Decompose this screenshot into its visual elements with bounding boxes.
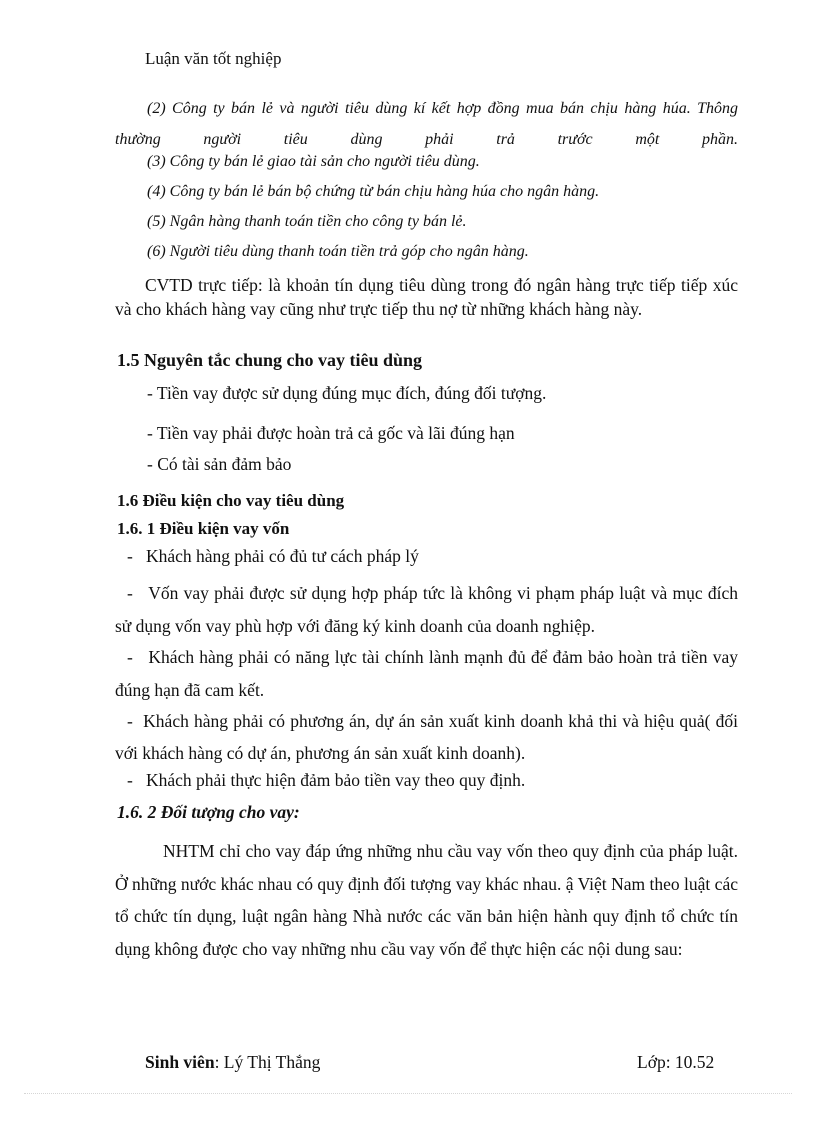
footer-class: Lớp: 10.52 bbox=[637, 1052, 715, 1072]
step-item: (2) Công ty bán lẻ và người tiêu dùng kí kết hợp đồng mua bán chịu hàng húa. Thông thường người tiêu dùng phải trả trước một phần. bbox=[115, 100, 738, 148]
step-item: (4) Công ty bán lẻ bán bộ chứng từ bán chịu hàng húa cho ngân hàng. bbox=[147, 183, 600, 200]
condition-item: - Khách phải thực hiện đảm bảo tiền vay theo quy định. bbox=[127, 770, 526, 790]
cvtd-paragraph: CVTD trực tiếp: là khoản tín dụng tiêu dùng trong đó ngân hàng trực tiếp tiếp xúc và cho khách hàng vay cũng như trực tiếp thu nợ từ những khách hàng này. bbox=[115, 275, 738, 319]
loan-object-paragraph: NHTM chỉ cho vay đáp ứng những nhu cầu vay vốn theo quy định của pháp luật. Ở những nước khác nhau có quy định đối tượng vay khác nhau. ậ Việt Nam theo luật các tổ chức tín dụng, luật ngân hàng Nhà nước các văn bản hiện hành quy định tổ chức tín dụng không được cho vay những nhu cầu vay vốn để thực hiện các nội dung sau: bbox=[115, 841, 738, 959]
principle-item: - Tiền vay phải được hoàn trả cả gốc và lãi đúng hạn bbox=[147, 423, 515, 443]
footer-student-name: : Lý Thị Thắng bbox=[214, 1052, 321, 1072]
condition-item: - Khách hàng phải có phương án, dự án sản xuất kinh doanh khả thi và hiệu quả( đối với khách hàng có dự án, phương án sản xuất kinh doanh). bbox=[115, 711, 743, 763]
footer-student bbox=[145, 1052, 320, 1073]
section-heading-1-5: 1.5 Nguyên tắc chung cho vay tiêu dùng bbox=[117, 350, 423, 370]
footer-student-label: Sinh viên bbox=[145, 1052, 215, 1072]
principle-item: - Tiền vay được sử dụng đúng mục đích, đúng đối tượng. bbox=[147, 383, 547, 403]
step-item: (6) Người tiêu dùng thanh toán tiền trả góp cho ngân hàng. bbox=[147, 243, 529, 260]
step-item: (5) Ngân hàng thanh toán tiền cho công ty bán lẻ. bbox=[147, 213, 467, 230]
condition-item: - Vốn vay phải được sử dụng hợp pháp tức là không vi phạm pháp luật và mục đích sử dụng vốn vay phù hợp với đăng ký kinh doanh của doanh nghiệp. bbox=[115, 583, 743, 636]
condition-item: - Khách hàng phải có đủ tư cách pháp lý bbox=[127, 546, 419, 566]
running-header: Luận văn tốt nghiệp bbox=[145, 49, 282, 68]
condition-item: - Khách hàng phải có năng lực tài chính lành mạnh đủ để đảm bảo hoàn trả tiền vay đúng hạn đã cam kết. bbox=[115, 647, 743, 700]
subsection-heading-1-6-1: 1.6. 1 Điều kiện vay vốn bbox=[117, 519, 290, 538]
page-bottom-divider bbox=[24, 1093, 792, 1094]
principle-item: - Có tài sản đảm bảo bbox=[147, 454, 292, 474]
step-item: (3) Công ty bán lẻ giao tài sản cho người tiêu dùng. bbox=[147, 153, 480, 170]
section-heading-1-6: 1.6 Điều kiện cho vay tiêu dùng bbox=[117, 491, 345, 510]
subsection-heading-1-6-2: 1.6. 2 Đối tượng cho vay: bbox=[117, 802, 300, 822]
